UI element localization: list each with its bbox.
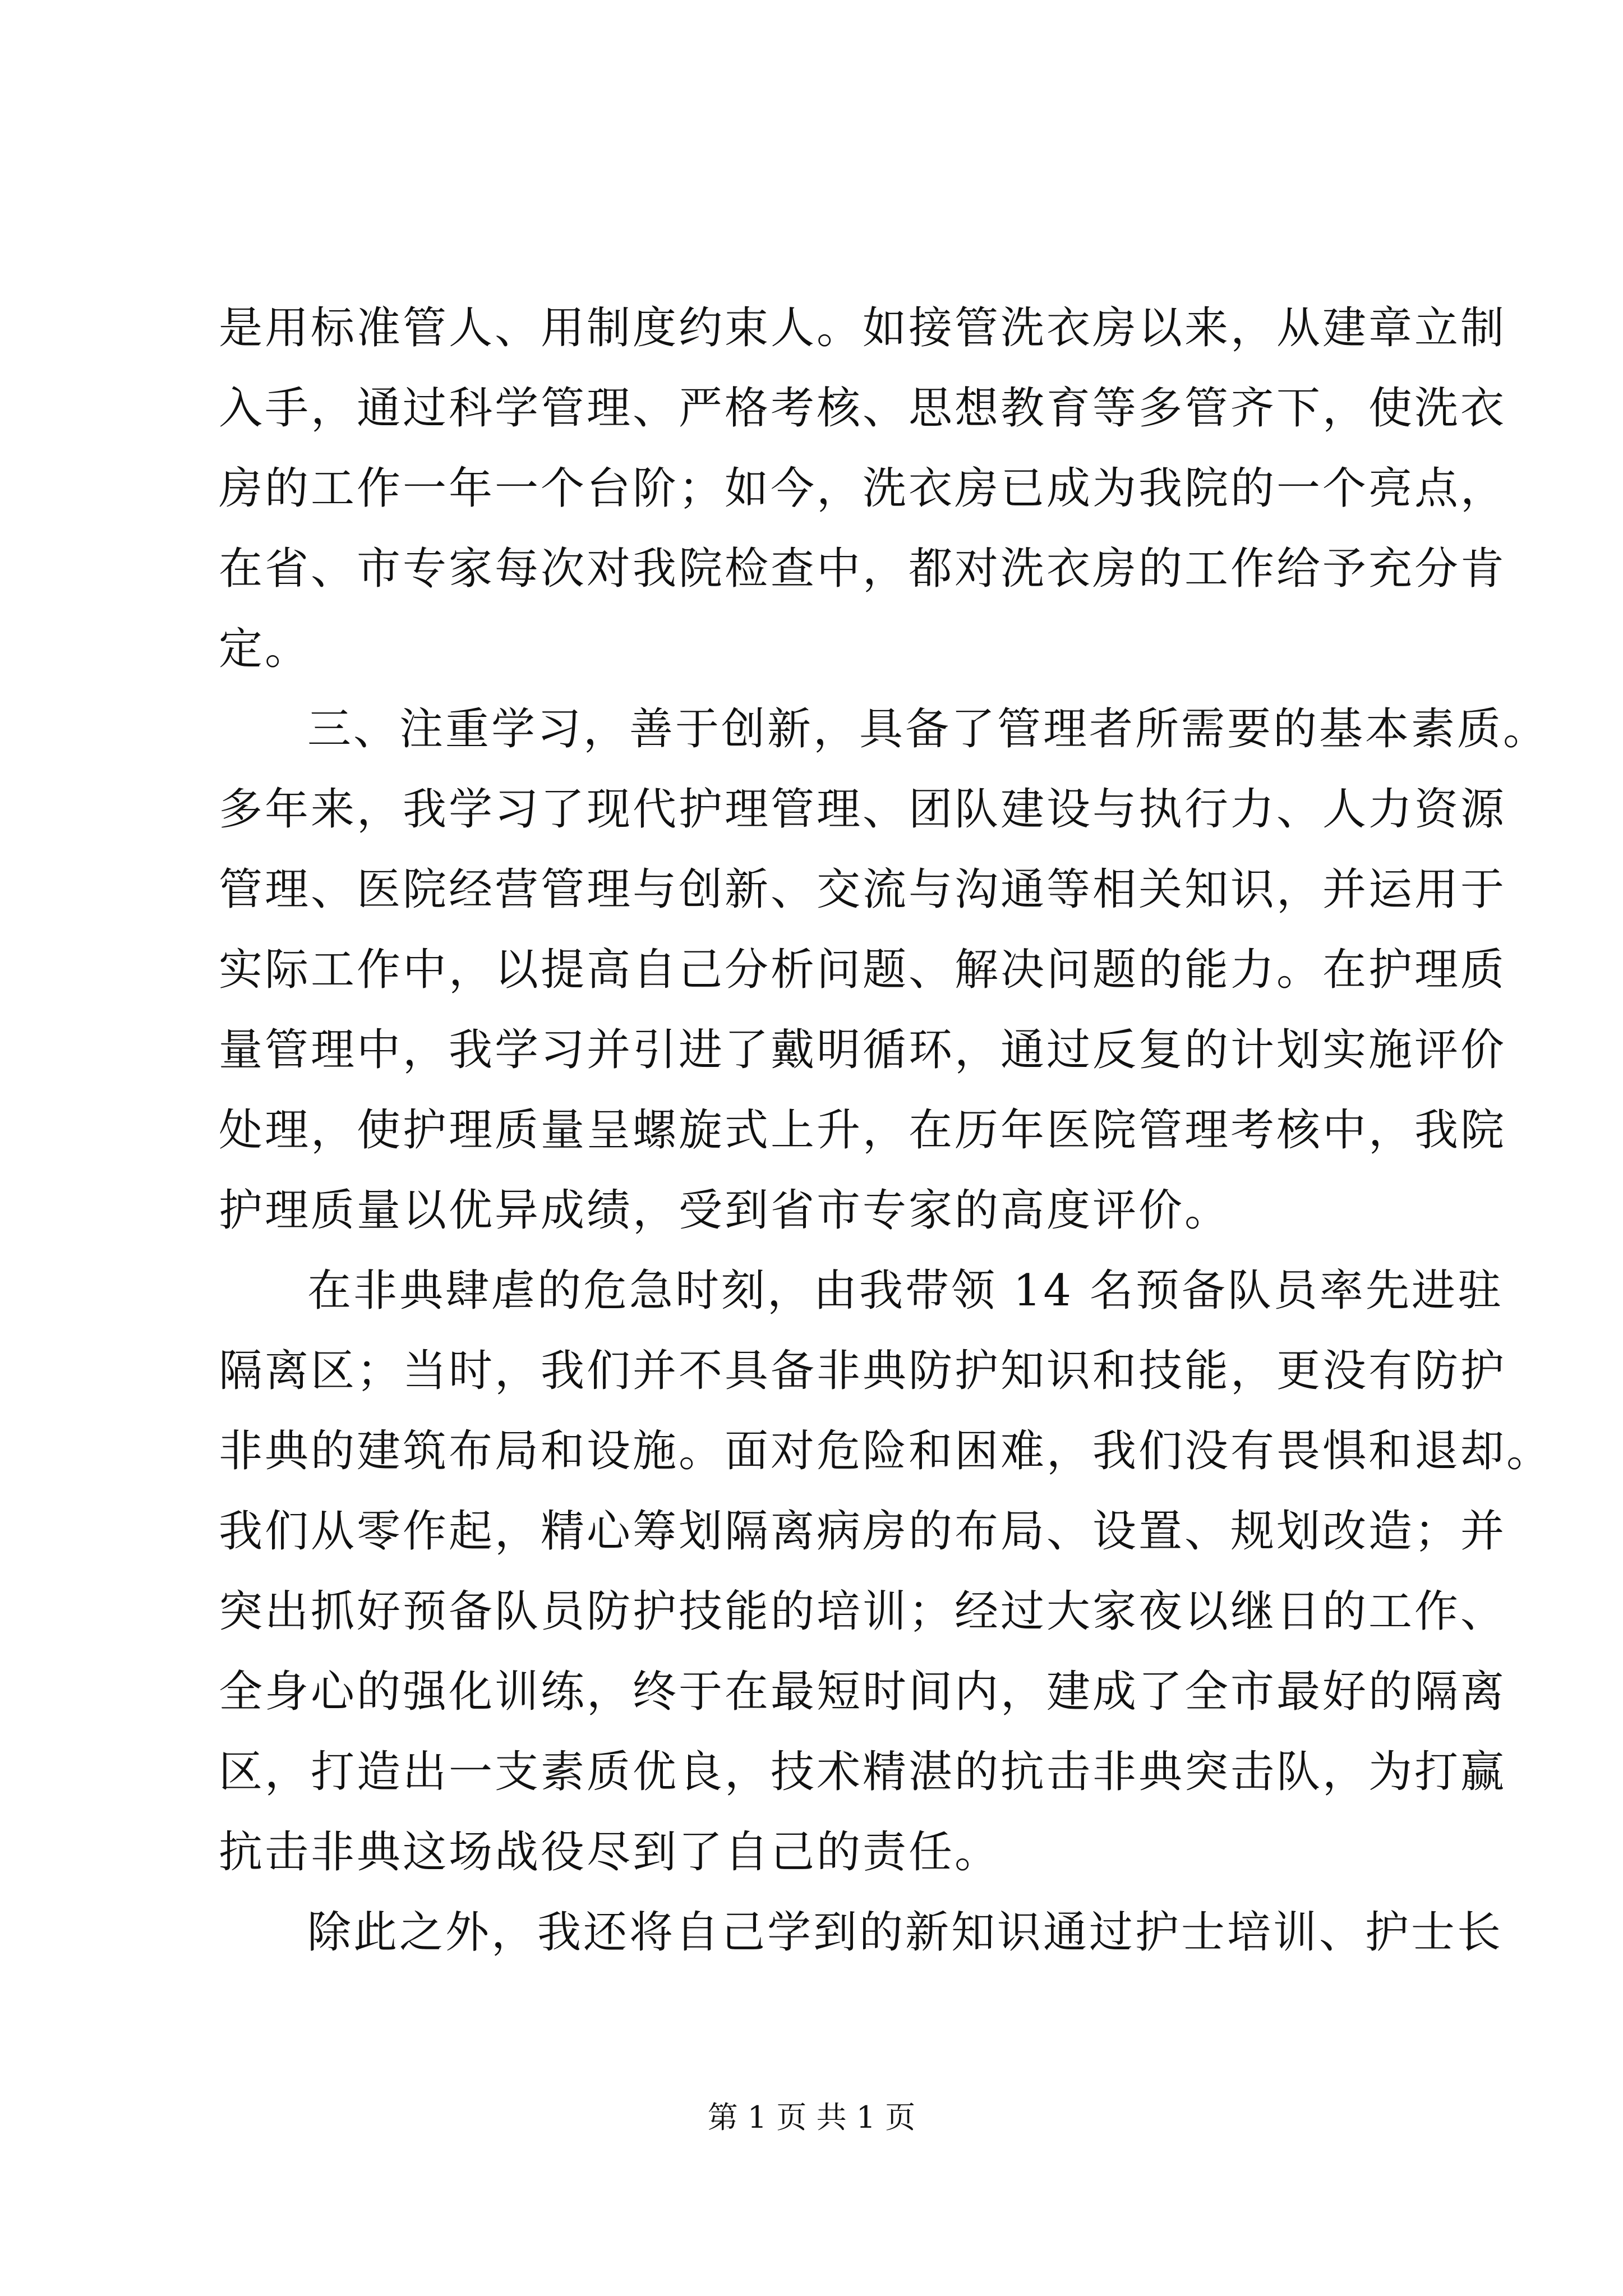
page-footer: 第 1 页 共 1 页 — [707, 2100, 916, 2135]
text-line: 量管理中，我学习并引进了戴明循环，通过反复的计划实施评价 — [219, 1025, 1507, 1075]
paragraph-heading-line: 三、注重学习，善于创新，具备了管理者所需要的基本素质。 — [307, 704, 1550, 754]
text-line: 全身心的强化训练，终于在最短时间内，建成了全市最好的隔离 — [219, 1667, 1507, 1717]
text-line: 多年来，我学习了现代护理管理、团队建设与执行力、人力资源 — [219, 784, 1507, 835]
text-line: 突出抓好预备队员防护技能的培训；经过大家夜以继日的工作、 — [219, 1586, 1507, 1637]
text-line: 管理、医院经营管理与创新、交流与沟通等相关知识，并运用于 — [219, 864, 1507, 915]
text-line: 定。 — [219, 624, 311, 674]
text-line: 在非典肆虐的危急时刻，由我带领 14 名预备队员率先进驻 — [307, 1266, 1504, 1316]
text-line: 非典的建筑布局和设施。面对危险和困难，我们没有畏惧和退却。 — [219, 1426, 1553, 1476]
text-line: 我们从零作起，精心筹划隔离病房的布局、设置、规划改造；并 — [219, 1506, 1507, 1557]
text-line: 在省、市专家每次对我院检查中，都对洗衣房的工作给予充分肯 — [219, 544, 1507, 594]
text-line: 隔离区；当时，我们并不具备非典防护知识和技能，更没有防护 — [219, 1346, 1507, 1396]
text-line: 抗击非典这场战役尽到了自己的责任。 — [219, 1827, 1001, 1878]
text-line: 除此之外，我还将自己学到的新知识通过护士培训、护士长 — [307, 1907, 1504, 1958]
text-line: 护理质量以优异成绩，受到省市专家的高度评价。 — [219, 1185, 1231, 1236]
text-line: 区，打造出一支素质优良，技术精湛的抗击非典突击队，为打赢 — [219, 1747, 1507, 1797]
text-line: 入手，通过科学管理、严格考核、思想教育等多管齐下，使洗衣 — [219, 383, 1507, 434]
text-line: 处理，使护理质量呈螺旋式上升，在历年医院管理考核中，我院 — [219, 1105, 1507, 1156]
text-line: 是用标准管人、用制度约束人。如接管洗衣房以来，从建章立制 — [219, 303, 1507, 353]
text-line: 房的工作一年一个台阶；如今，洗衣房已成为我院的一个亮点， — [219, 463, 1507, 514]
text-line: 实际工作中，以提高自己分析问题、解决问题的能力。在护理质 — [219, 945, 1507, 995]
